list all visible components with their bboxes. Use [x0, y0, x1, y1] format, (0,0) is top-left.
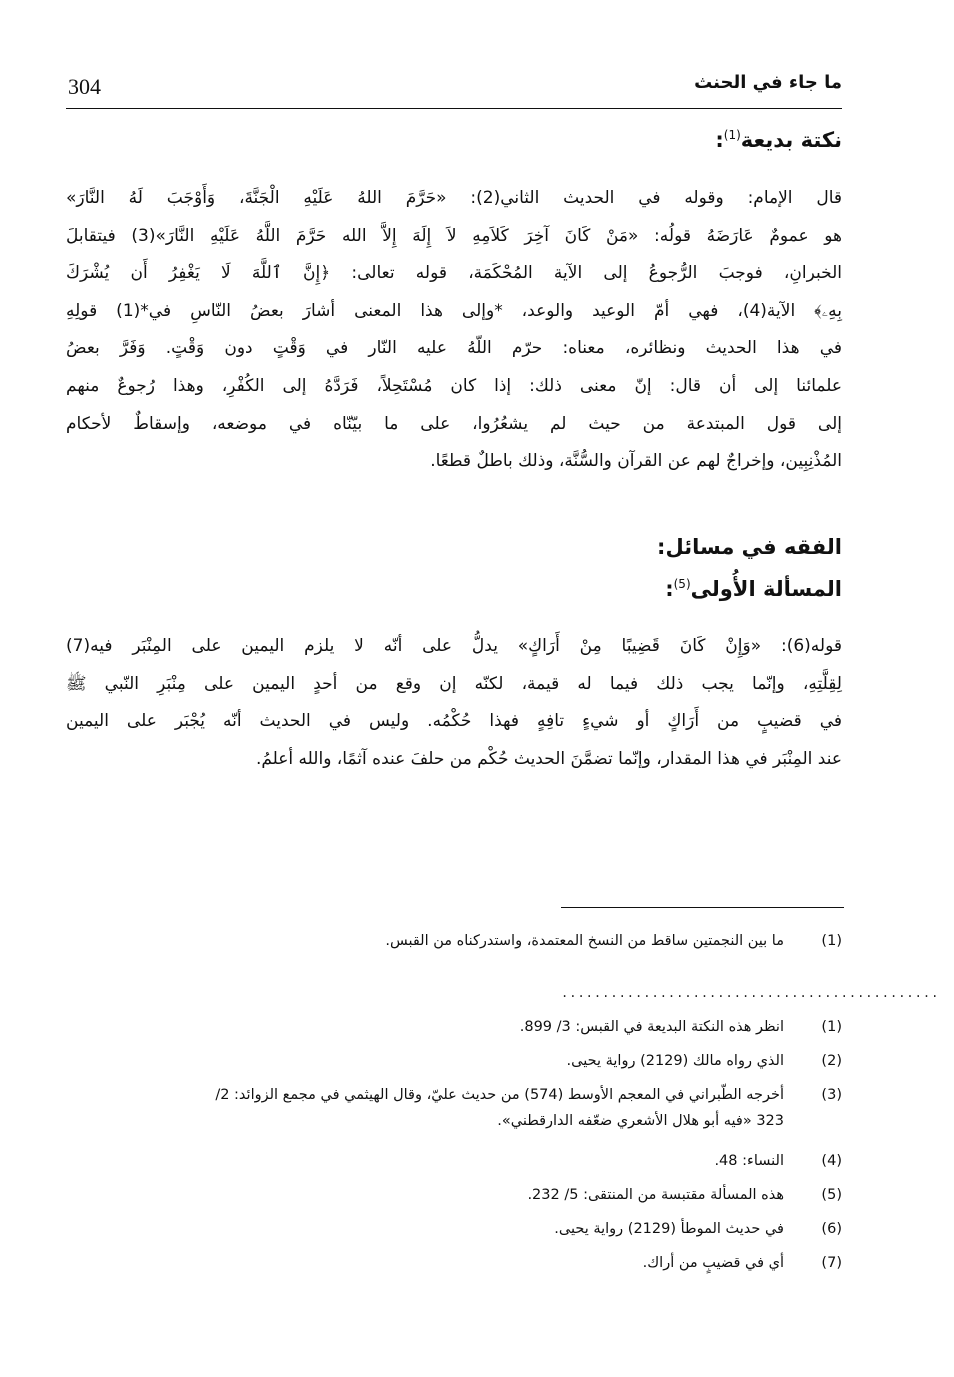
footnote-number: (3)	[821, 1087, 842, 1103]
footnote-separator-dots: ..............................................	[561, 986, 940, 1000]
text-line: المُذْنِبِين، وإخراجٌ لهم عن القرآن والسُّنَّة، وذلك باطلٌ قطعًا.	[430, 451, 842, 472]
footnote-number: (6)	[821, 1221, 842, 1237]
nukta-heading	[715, 128, 842, 152]
nukta-title: نكتة بديعة	[740, 128, 842, 152]
page-number: 304	[68, 74, 101, 99]
page-header	[66, 72, 842, 109]
masala-footnote-ref: (5)	[673, 577, 691, 591]
text-line: عند المِنْبَر في هذا المقدار، وإنّما تضمَّنَ الحديث حُكْم من حلفَ عنده آثمًا، والله أعلمُ.	[255, 748, 842, 769]
footnote-item	[66, 1182, 842, 1208]
footnote-item	[66, 1082, 842, 1134]
footnote-number: (1)	[821, 933, 842, 949]
masala-colon: :	[665, 577, 674, 601]
nukta-colon: :	[715, 128, 724, 152]
footnote-text: انظر هذه النكتة البديعة في القبس: 3/ 899.	[519, 1019, 784, 1035]
masala-paragraph	[66, 628, 842, 778]
text-line: هو عمومٌ عَارَضَهُ قولُه: «مَنْ كَانَ آخِرَ كَلاَمِهِ لاَ إِلَهَ إِلاَّ الله حَرَّمَ اللَّهُ عَلَيْهِ النَّارَ»(3) فيتقابلَ	[66, 225, 842, 246]
footnote-text: هذه المسألة مقتبسة من المنتقى: 5/ 232.	[527, 1187, 784, 1203]
footnote-text: أي في قضيبٍ من أراك.	[642, 1255, 784, 1271]
footnote-number: (7)	[821, 1255, 842, 1271]
nukta-footnote-ref: (1)	[723, 128, 741, 142]
nukta-paragraph	[66, 180, 842, 481]
text-line: إلى قول المبتدعة من حيث لم يشعُرُوا، على ما بيّنّاه في موضعه، وإسقاطٌ لأحكام	[66, 413, 842, 434]
footnote-item	[66, 928, 842, 954]
footnote-text: ما بين النجمتين ساقط من النسخ المعتمدة، واستدركناه من القبس.	[385, 933, 784, 949]
footnote-text-continued: 323 «فيه أبو هلال الأشعري ضعّفه الدارقطني».	[497, 1113, 784, 1129]
text-line: قوله(6): «وَإِنْ كَانَ قَضِيبًا مِنْ أَرَاكٍ» يدلُّ على أنّه لا يلزم اليمين على المِنْبَر فيه(7)	[66, 636, 842, 656]
footnote-number: (5)	[821, 1187, 842, 1203]
fiqh-heading: الفقه في مسائل:	[657, 535, 842, 559]
text-line: بِهِۦ﴾ الآية(4)، فهي أمّ الوعيد والوعد، *وإلى هذا المعنى أشارَ بعضُ النّاسِ في*(1) قولِهِ	[66, 300, 842, 321]
masala-title: المسألة الأُولى	[690, 577, 842, 601]
footnote-number: (2)	[821, 1053, 842, 1069]
running-head: ما جاء في الحنث	[694, 72, 842, 93]
text-line: لِقِلَّتِهِ، وإنّما يجب ذلك فيما له قيمة، لكنّه إن وقع من أحدٍ اليمين على مِنْبَرِ النّبي ﷺ	[66, 673, 842, 694]
footnote-text: في حديث الموطأ (2129) رواية يحيى.	[554, 1221, 784, 1237]
footnote-item	[66, 1014, 842, 1040]
footnote-rule	[561, 907, 844, 908]
footnote-text: النساء: 48.	[714, 1153, 784, 1169]
footnote-item	[66, 1216, 842, 1242]
text-line: الخبرانِ، فوجبَ الرُّجوعُ إلى الآية المُحْكَمَة، قوله تعالى: ﴿إِنَّ ٱللَّهَ لَا يَغْفِرُ أَن يُشْرَكَ	[66, 263, 842, 284]
text-line: علمائنا إلى أن قال: إنّ معنى ذلك: إذا كان مُسْتَحِلاً، فَرَدَّهُ إلى الكُفْرِ، وهذا رُجوعٌ منهم	[66, 375, 842, 396]
text-line: قال الإمام: وقوله في الحديث الثاني(2): «حَرَّمَ اللهُ عَلَيْهِ الْجَنَّةَ، وَأَوْجَبَ لَهُ النَّارَ»	[66, 188, 843, 208]
footnote-item	[66, 1048, 842, 1074]
footnote-text: أخرجه الطّبراني في المعجم الأوسط (574) من حديث عليّ، وقال الهيثمي في مجمع الزوائد: 2/	[215, 1087, 784, 1103]
text-line: في هذا الحديث ونظائره، معناه: حرّم اللّهُ عليه النّار في وَقْتٍ دون وَقْتٍ. وَفَرَّ بعضُ	[66, 338, 842, 359]
footnote-number: (4)	[821, 1153, 842, 1169]
footnote-number: (1)	[821, 1019, 842, 1035]
text-line: في قضيبٍ من أَرَاكٍ أو شيءٍ تافِهٍ فهذا حُكْمُه. وليس في الحديث أنّه يُجْبَر على اليمين	[66, 711, 842, 732]
footnote-text: الذي رواه مالك (2129) رواية يحيى.	[566, 1053, 784, 1069]
masala-heading	[665, 577, 842, 601]
footnote-item	[66, 1148, 842, 1174]
footnote-item	[66, 1250, 842, 1276]
